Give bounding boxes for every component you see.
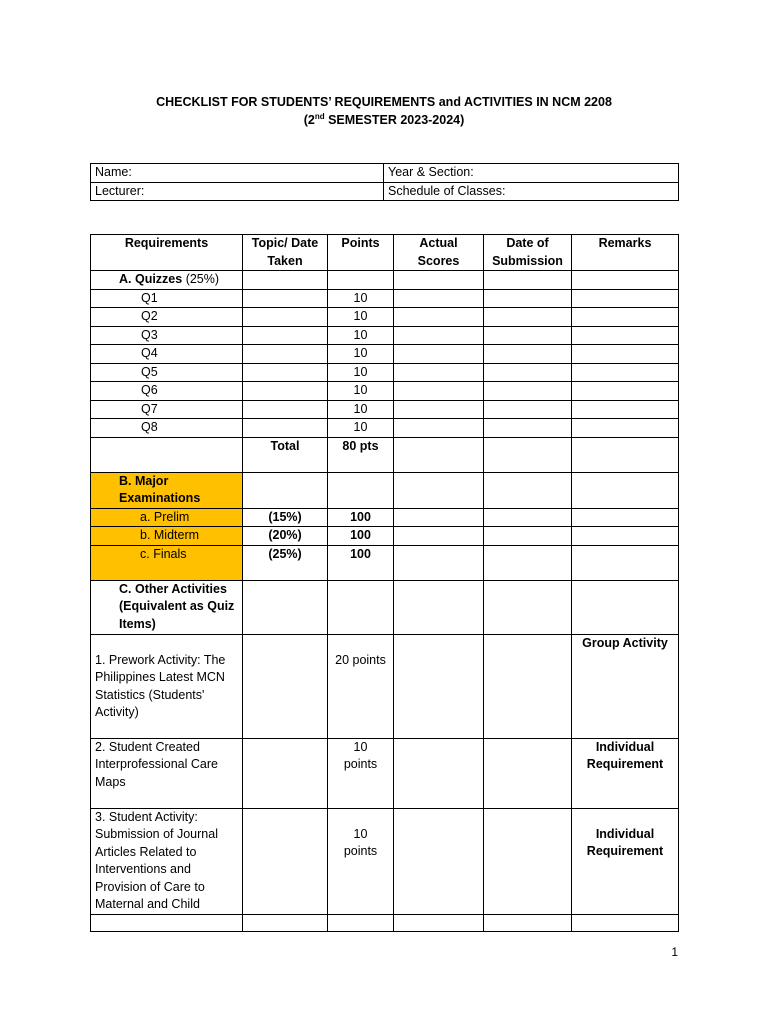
other-activities-label: C. Other Activities (Equivalent as Quiz Items) (91, 580, 243, 634)
page-number: 1 (671, 945, 678, 959)
table-row (91, 419, 679, 438)
quiz-points: 10 (328, 289, 394, 308)
col-points: Points (328, 235, 394, 271)
quiz-name: Q6 (91, 382, 243, 401)
activity-points: 10 points (328, 738, 394, 808)
exam-points: 100 (328, 545, 394, 580)
empty-row (91, 914, 679, 931)
header-row (91, 235, 679, 271)
quiz-points: 10 (328, 400, 394, 419)
quizzes-section-row (91, 271, 679, 290)
table-row (91, 545, 679, 580)
table-row (91, 363, 679, 382)
date-cell[interactable] (484, 363, 572, 382)
date-cell[interactable] (484, 738, 572, 808)
quiz-points: 10 (328, 363, 394, 382)
total-label: Total (243, 437, 328, 472)
exam-name: c. Finals (91, 545, 243, 580)
lecturer-field[interactable]: Lecturer: (91, 182, 384, 201)
exam-weight: (15%) (243, 508, 328, 527)
actual-score-cell[interactable] (394, 545, 484, 580)
student-info-table (90, 163, 679, 201)
schedule-field[interactable]: Schedule of Classes: (384, 182, 679, 201)
quizzes-label: A. Quizzes (25%) (91, 271, 243, 290)
actual-score-cell[interactable] (394, 527, 484, 546)
actual-score-cell[interactable] (394, 808, 484, 914)
exam-name: a. Prelim (91, 508, 243, 527)
date-cell[interactable] (484, 634, 572, 738)
col-remarks: Remarks (572, 235, 679, 271)
activity-row (91, 634, 679, 738)
col-requirements: Requirements (91, 235, 243, 271)
col-actual-scores: Actual Scores (394, 235, 484, 271)
date-cell[interactable] (484, 308, 572, 327)
activity-remarks: Group Activity (572, 634, 679, 738)
quiz-points: 10 (328, 326, 394, 345)
exam-name: b. Midterm (91, 527, 243, 546)
date-cell[interactable] (484, 289, 572, 308)
quiz-points: 10 (328, 308, 394, 327)
title-line-1: CHECKLIST FOR STUDENTS’ REQUIREMENTS and ACTIVITIES IN NCM 2208 (156, 95, 612, 109)
col-topic: Topic/ Date Taken (243, 235, 328, 271)
activity-row (91, 808, 679, 914)
actual-score-cell[interactable] (394, 508, 484, 527)
quiz-name: Q4 (91, 345, 243, 364)
total-points: 80 pts (328, 437, 394, 472)
table-row (91, 400, 679, 419)
activity-points: 20 points (328, 634, 394, 738)
exam-points: 100 (328, 527, 394, 546)
actual-score-cell[interactable] (394, 289, 484, 308)
actual-score-cell[interactable] (394, 382, 484, 401)
quiz-name: Q7 (91, 400, 243, 419)
activity-name: 2. Student Created Interprofessional Care Maps (91, 738, 243, 808)
actual-score-cell[interactable] (394, 400, 484, 419)
quiz-name: Q5 (91, 363, 243, 382)
date-cell[interactable] (484, 382, 572, 401)
actual-score-cell[interactable] (394, 634, 484, 738)
exam-weight: (25%) (243, 545, 328, 580)
actual-score-cell[interactable] (394, 326, 484, 345)
quiz-name: Q2 (91, 308, 243, 327)
activity-points: 10 points (328, 808, 394, 914)
table-row (91, 326, 679, 345)
date-cell[interactable] (484, 326, 572, 345)
date-cell[interactable] (484, 508, 572, 527)
quiz-points: 10 (328, 345, 394, 364)
actual-score-cell[interactable] (394, 363, 484, 382)
date-cell[interactable] (484, 527, 572, 546)
table-row (91, 345, 679, 364)
actual-score-cell[interactable] (394, 738, 484, 808)
title-line-2: (2nd SEMESTER 2023-2024) (303, 111, 465, 127)
exams-section-row (91, 472, 679, 508)
quiz-points: 10 (328, 382, 394, 401)
table-row (91, 527, 679, 546)
document-title (0, 93, 768, 129)
quiz-name: Q3 (91, 326, 243, 345)
table-row (91, 289, 679, 308)
exams-label: B. Major Examinations (91, 472, 243, 508)
quiz-name: Q8 (91, 419, 243, 438)
activity-row (91, 738, 679, 808)
activity-name: 1. Prework Activity: The Philippines Latest MCN Statistics (Students' Activity) (91, 634, 243, 738)
exam-weight: (20%) (243, 527, 328, 546)
name-field[interactable]: Name: (91, 164, 384, 183)
actual-score-cell[interactable] (394, 419, 484, 438)
quizzes-total-row (91, 437, 679, 472)
date-cell[interactable] (484, 545, 572, 580)
actual-score-cell[interactable] (394, 345, 484, 364)
actual-score-cell[interactable] (394, 308, 484, 327)
activity-remarks: Individual Requirement (572, 738, 679, 808)
table-row (91, 308, 679, 327)
other-section-row (91, 580, 679, 634)
date-cell[interactable] (484, 419, 572, 438)
date-cell[interactable] (484, 400, 572, 419)
activity-name: 3. Student Activity: Submission of Journal Articles Related to Interventions and Provision of Care to Maternal and Child (91, 808, 243, 914)
table-row (91, 382, 679, 401)
date-cell[interactable] (484, 808, 572, 914)
activity-remarks: Individual Requirement (572, 808, 679, 914)
date-cell[interactable] (484, 345, 572, 364)
exam-points: 100 (328, 508, 394, 527)
table-row (91, 508, 679, 527)
year-section-field[interactable]: Year & Section: (384, 164, 679, 183)
col-date-submission: Date of Submission (484, 235, 572, 271)
quiz-name: Q1 (91, 289, 243, 308)
requirements-table (90, 234, 679, 932)
quiz-points: 10 (328, 419, 394, 438)
